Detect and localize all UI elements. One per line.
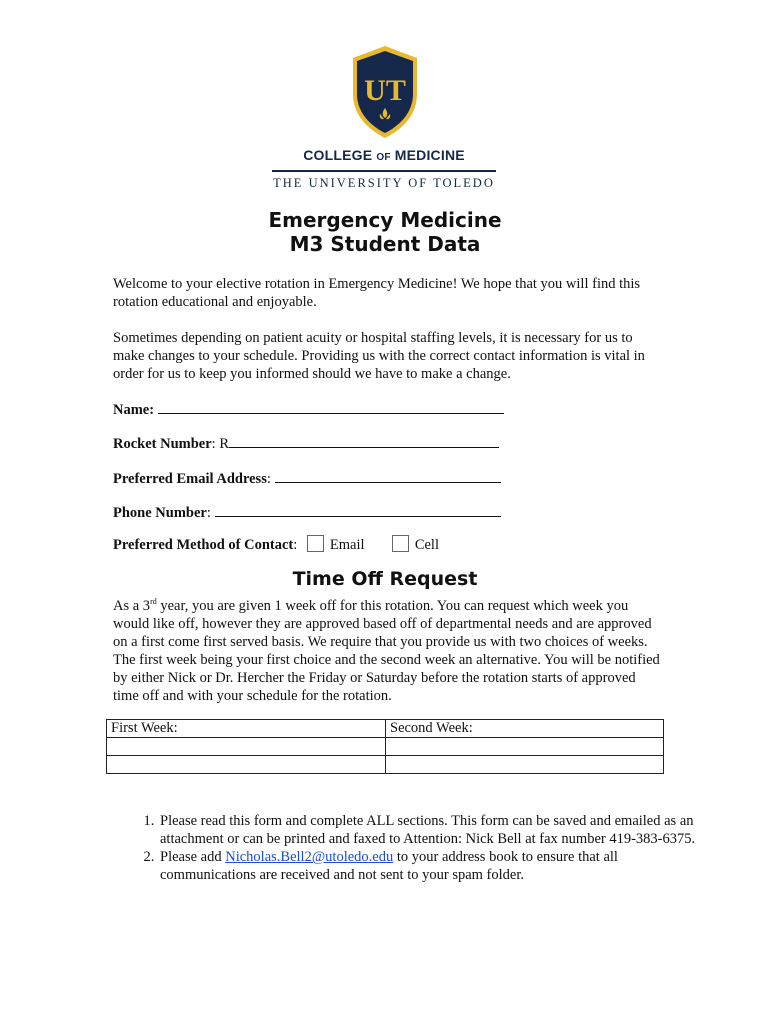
cell-option-label: Cell [414,537,439,553]
phone-input-line[interactable] [215,502,501,517]
instruction-item-2: 2. Please add Nicholas.Bell2@utoledo.edu to your address book to ensure that all communications are received and not sent to your spam folder. [158,848,698,884]
time-off-paragraph: As a 3rd year, you are given 1 week off for this rotation. You can request which week you would like off, however they are approved based off of departmental needs and are approved on a first come first served basis. We require that you provide us with two choices of weeks. The first week being your first choice and the second week an alternative. You will be notified by either Nick or Dr. Hercher the Friday or Saturday before the rotation starts of approved time off and with your schedule for the rotation. [113,597,660,704]
page-title: Emergency Medicine M3 Student Data [268,208,502,256]
instructions-list [113,812,698,884]
second-week-cell-1[interactable] [386,738,664,756]
logo-letters: UT [364,74,406,107]
time-off-heading: Time Off Request [292,568,478,590]
email-checkbox[interactable] [307,535,324,552]
logo [0,44,770,140]
intro-paragraph-1: Welcome to your elective rotation in Emergency Medicine! We hope that you will find this rotation educational and enjoyable. [113,276,641,310]
university-name: THE UNIVERSITY OF TOLEDO [273,176,495,190]
intro-paragraph-2: Sometimes depending on patient acuity or hospital staffing levels, it is necessary for us to make changes to your schedule. Providing us with the correct contact information is vital in order for us to keep you informed should we have to make a change. [113,330,645,382]
phone-field: Phone Number: [113,502,501,522]
first-week-cell-2[interactable] [107,756,386,774]
cell-checkbox[interactable] [392,535,409,552]
second-week-cell-2[interactable] [386,756,664,774]
weeks-table [106,719,664,774]
name-input-line[interactable] [158,399,504,414]
ut-shield-logo [349,44,421,140]
rocket-number-field: Rocket Number: R [113,433,499,453]
contact-method-field: Preferred Method of Contact: Email Cell [113,537,439,553]
instruction-item-1: 1. Please read this form and complete ALL sections. This form can be saved and emailed as an attachment or can be printed and faxed to Attention: Nick Bell at fax number 419-383-6375. [158,812,698,848]
email-link[interactable]: Nicholas.Bell2@utoledo.edu [225,849,394,865]
college-name: COLLEGE OF MEDICINE [303,147,465,163]
email-option-label: Email [329,537,365,553]
second-week-header: Second Week: [386,720,664,738]
name-field: Name: [113,399,504,419]
email-field: Preferred Email Address: [113,468,501,488]
first-week-header: First Week: [107,720,386,738]
email-input-line[interactable] [275,468,501,483]
first-week-cell-1[interactable] [107,738,386,756]
rocket-number-input-line[interactable] [229,433,499,448]
header-rule [272,170,496,172]
